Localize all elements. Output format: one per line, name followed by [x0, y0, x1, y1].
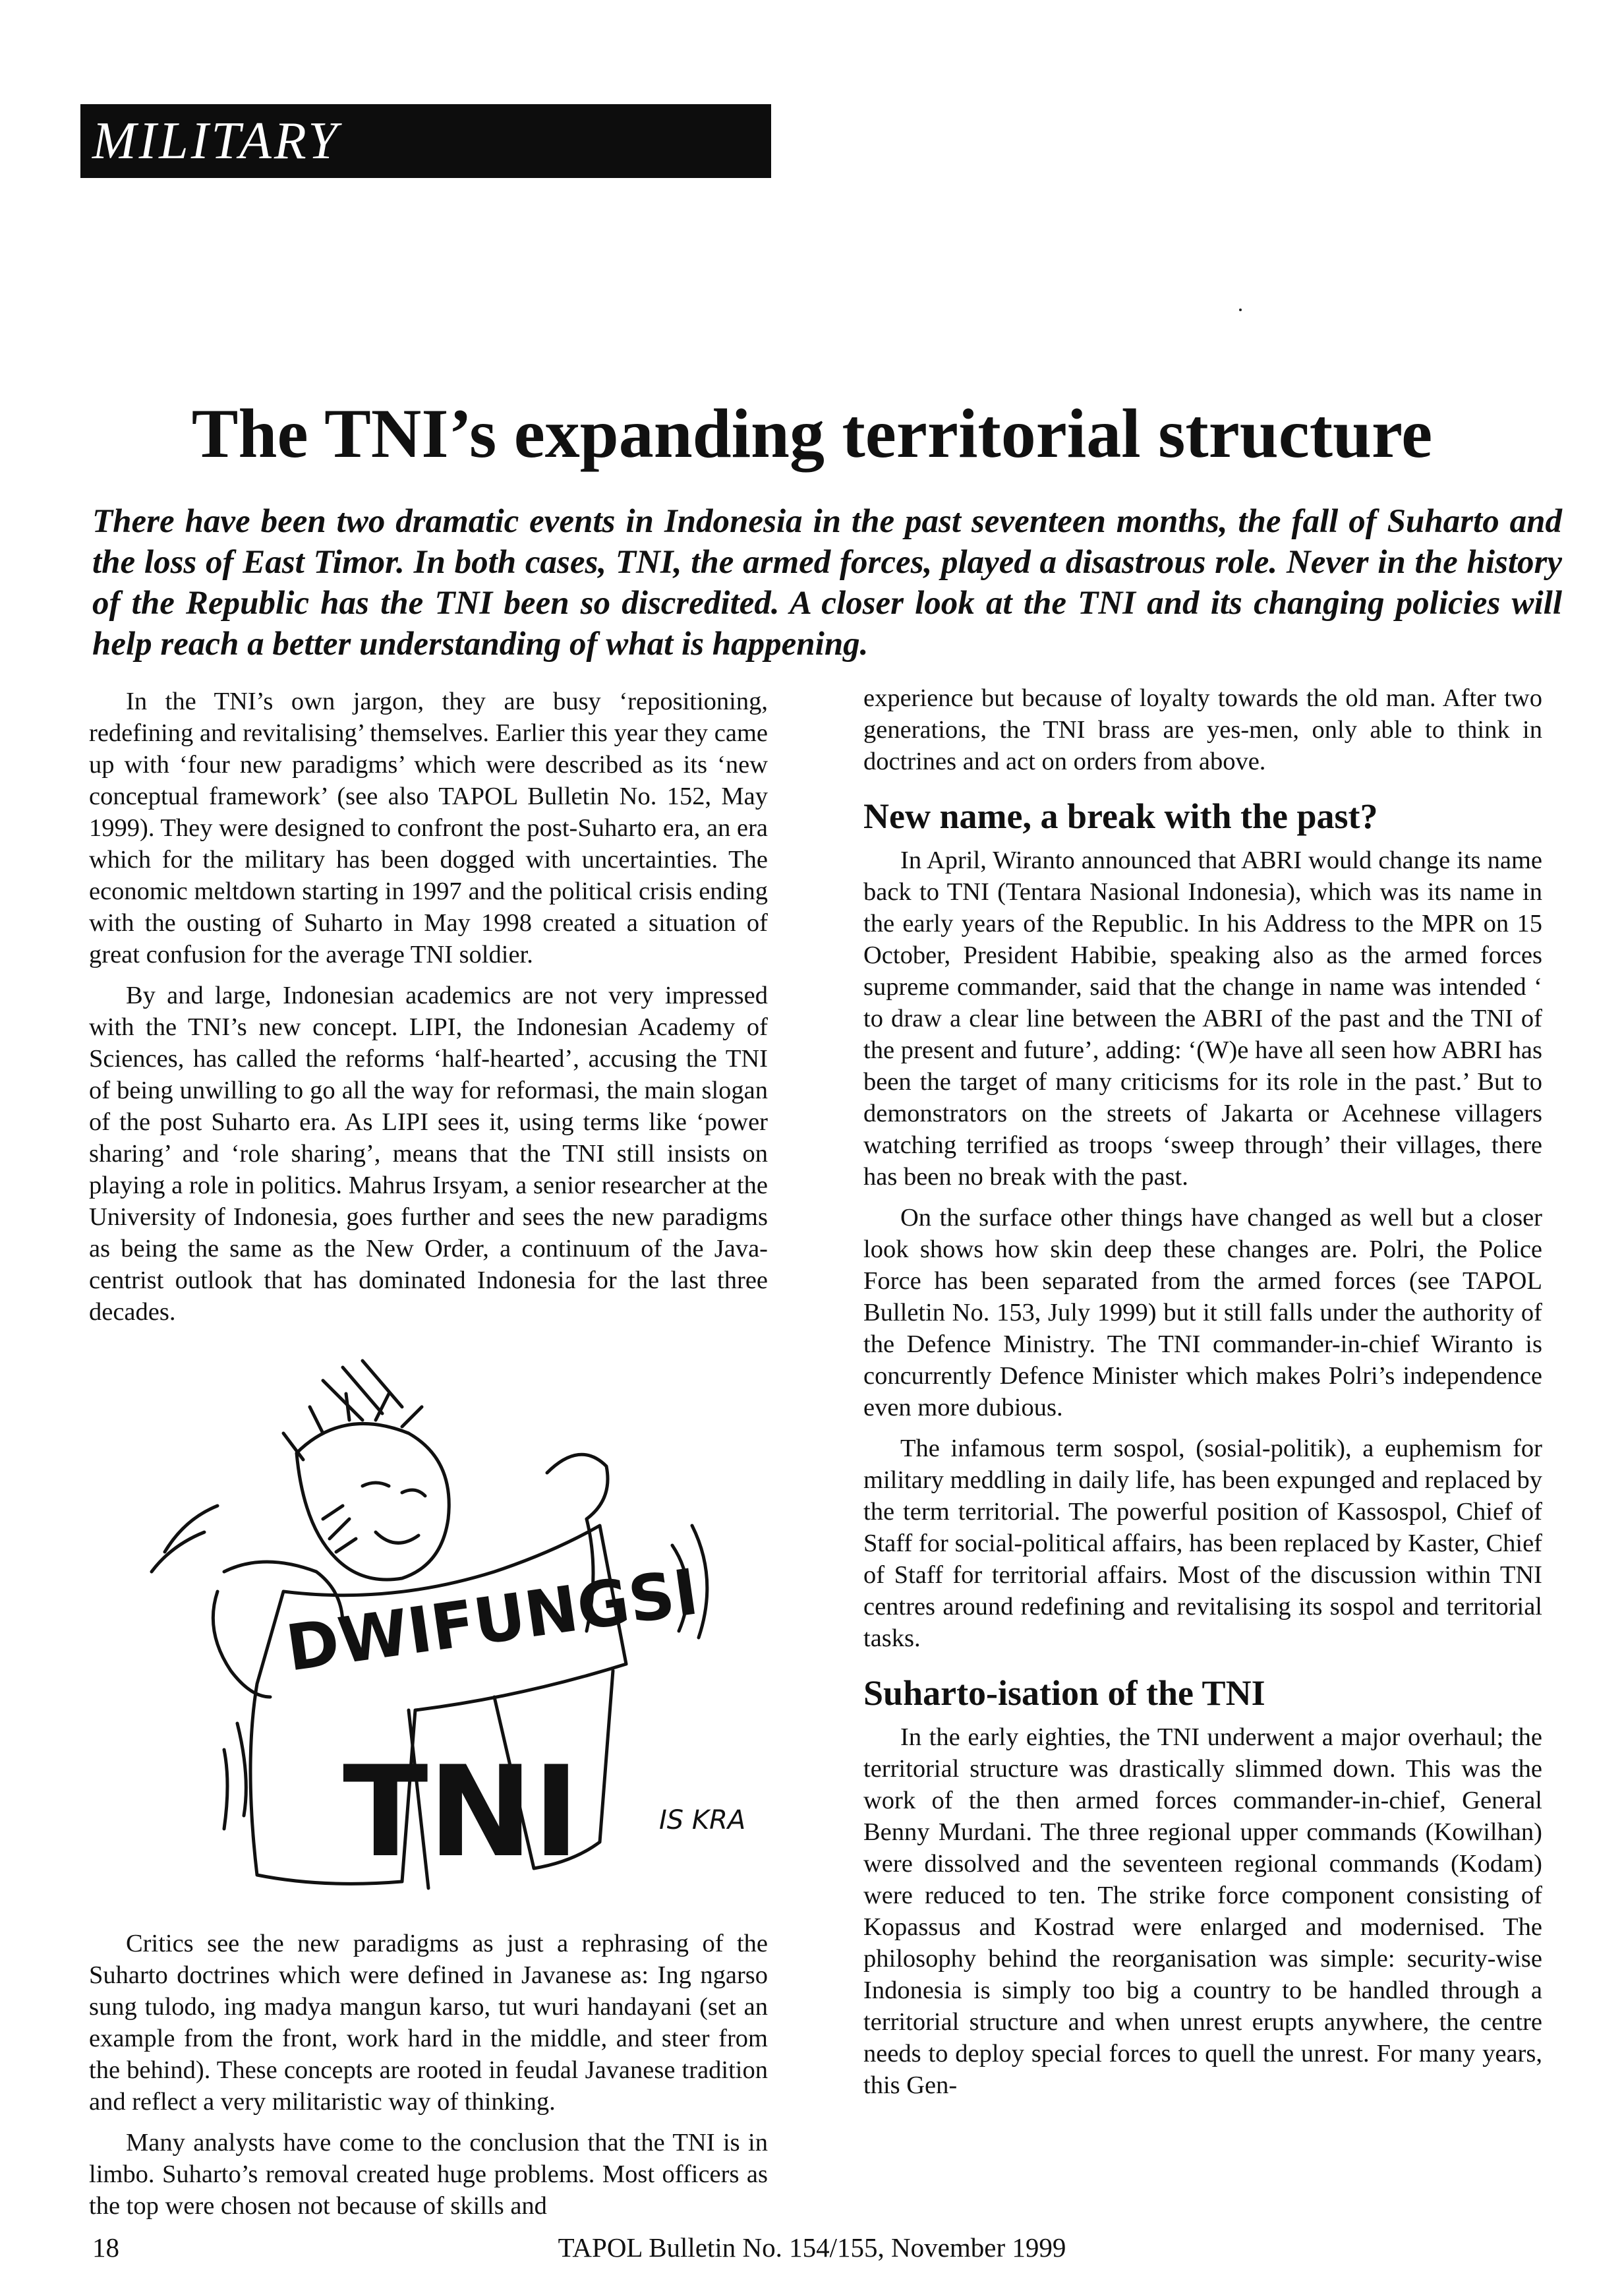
- cartoon-shirt-text-top: DWIFUNGSI: [281, 1555, 703, 1686]
- paragraph: In the TNI’s own jargon, they are busy ‘repositioning, redefining and revitalising’ themselves. Earlier this year they came up with ‘four new paradigms’ which were described as its ‘new conceptual framework’ (see also TAPOL Bulletin No. 152, May 1999). They were designed to confront the post-Suharto era, an era which for the military has been dogged with uncertainties. The economic meltdown starting in 1997 and the political crisis ending with the ousting of Suharto in May 1998 created a situation of great confusion for the average TNI soldier.: [89, 688, 768, 968]
- page-number: 18: [92, 2232, 119, 2263]
- left-column: [89, 686, 768, 2231]
- dwifungsi-cartoon: [125, 1354, 746, 1901]
- paragraph: Many analysts have come to the conclusion that the TNI is in limbo. Suharto’s removal created huge problems. Most officers as the top were chosen not because of skills and: [89, 2129, 768, 2220]
- cartoon-signature: IS KRA: [659, 1805, 746, 1835]
- paragraph: By and large, Indonesian academics are not very impressed with the TNI’s new concept. LIPI, the Indonesian Academy of Sciences, has called the reforms ‘half-hearted’, accusing the TNI of being unwilling to go all the way for reformasi, the main slogan of the post Suharto era. As LIPI sees it, using terms like ‘power sharing’ and ‘role sharing’, means that the TNI still insists on playing a role in politics. Mahrus Irsyam, a senior researcher at the University of Indonesia, goes further and sees the new paradigms as being the same as the New Order, a continuum of the Java-centrist outlook that has dominated Indonesia for the last three decades.: [89, 982, 768, 1326]
- paragraph: In the early eighties, the TNI underwent a major overhaul; the territorial structure was drastically slimmed down. This was the work of the then armed forces commander-in-chief, General Benny Murdani. The three regional upper commands (Kowilhan) were dissolved and the seventeen regional commands (Kodam) were reduced to ten. The strike force component consisting of Kopassus and Kostrad were enlarged and modernised. The philosophy behind the reorganisation was simple: security-wise Indonesia is simply too big a country to be handled through a territorial structure and when unrest erupts anywhere, the centre needs to deploy special forces to quell the unrest. For many years, this Gen-: [863, 1723, 1542, 2099]
- scan-speck: [1239, 309, 1242, 311]
- article-lede: There have been two dramatic events in Indonesia in the past seventeen months, the fall of Suharto and the loss of East Timor. In both cases, TNI, the armed forces, played a disastrous role. Never in the history of the Republic has the TNI been so discredited. A closer look at the TNI and its changing policies will help reach a better understanding of what is happening.: [92, 503, 1562, 663]
- subheading: New name, a break with the past?: [863, 796, 1378, 836]
- paragraph: In April, Wiranto announced that ABRI would change its name back to TNI (Tentara Nasional Indonesia), which was its name in the early years of the Republic. In his Address to the MPR on 15 October, President Habibie, speaking also as the armed forces supreme commander, said that the change in name was intended ‘ to draw a clear line between the ABRI of the past and the TNI of the present and future’, adding: ‘(W)e have all seen how ABRI has been the target of many criticisms for its role in the past.’ But to demonstrators on the streets of Jakarta or Acehnese villagers watching terrified as troops ‘sweep through’ their villages, there has been no break with the past.: [863, 847, 1542, 1191]
- publication-footer: TAPOL Bulletin No. 154/155, November 1999: [558, 2232, 1066, 2263]
- paragraph: On the surface other things have changed as well but a closer look shows how skin deep these changes are. Polri, the Police Force has been separated from the armed forces (see TAPOL Bulletin No. 153, July 1999) but it still falls under the authority of the Defence Ministry. The TNI commander-in-chief Wiranto is concurrently Defence Minister which makes Polri’s independence even more dubious.: [863, 1204, 1542, 1421]
- right-column: [863, 682, 1542, 2110]
- paragraph: experience but because of loyalty towards the old man. After two generations, the TNI brass are yes-men, only able to think in doctrines and act on orders from above.: [863, 684, 1542, 775]
- section-header: MILITARY: [80, 104, 771, 178]
- subheading: Suharto-isation of the TNI: [863, 1673, 1265, 1713]
- article-title: The TNI’s expanding territorial structure: [191, 395, 1433, 472]
- paragraph: The infamous term sospol, (sosial-politik), a euphemism for military meddling in daily life, has been expunged and replaced by the term territorial. The powerful position of Kassospol, Chief of Staff for social-political affairs, has been replaced by Kaster, Chief of Staff for territorial affairs. Most of the discussion within TNI centres around redefining and revitalising its sospol and territorial tasks.: [863, 1435, 1542, 1652]
- paragraph: Critics see the new paradigms as just a rephrasing of the Suharto doctrines which were defined in Javanese as: Ing ngarso sung tulodo, ing madya mangun karso, tut wuri handayani (set an example from the front, work hard in the middle, and steer from the behind). These concepts are rooted in feudal Javanese tradition and reflect a very militaristic way of thinking.: [89, 1930, 768, 2116]
- cartoon-shirt-text-bottom: TNI: [343, 1739, 580, 1885]
